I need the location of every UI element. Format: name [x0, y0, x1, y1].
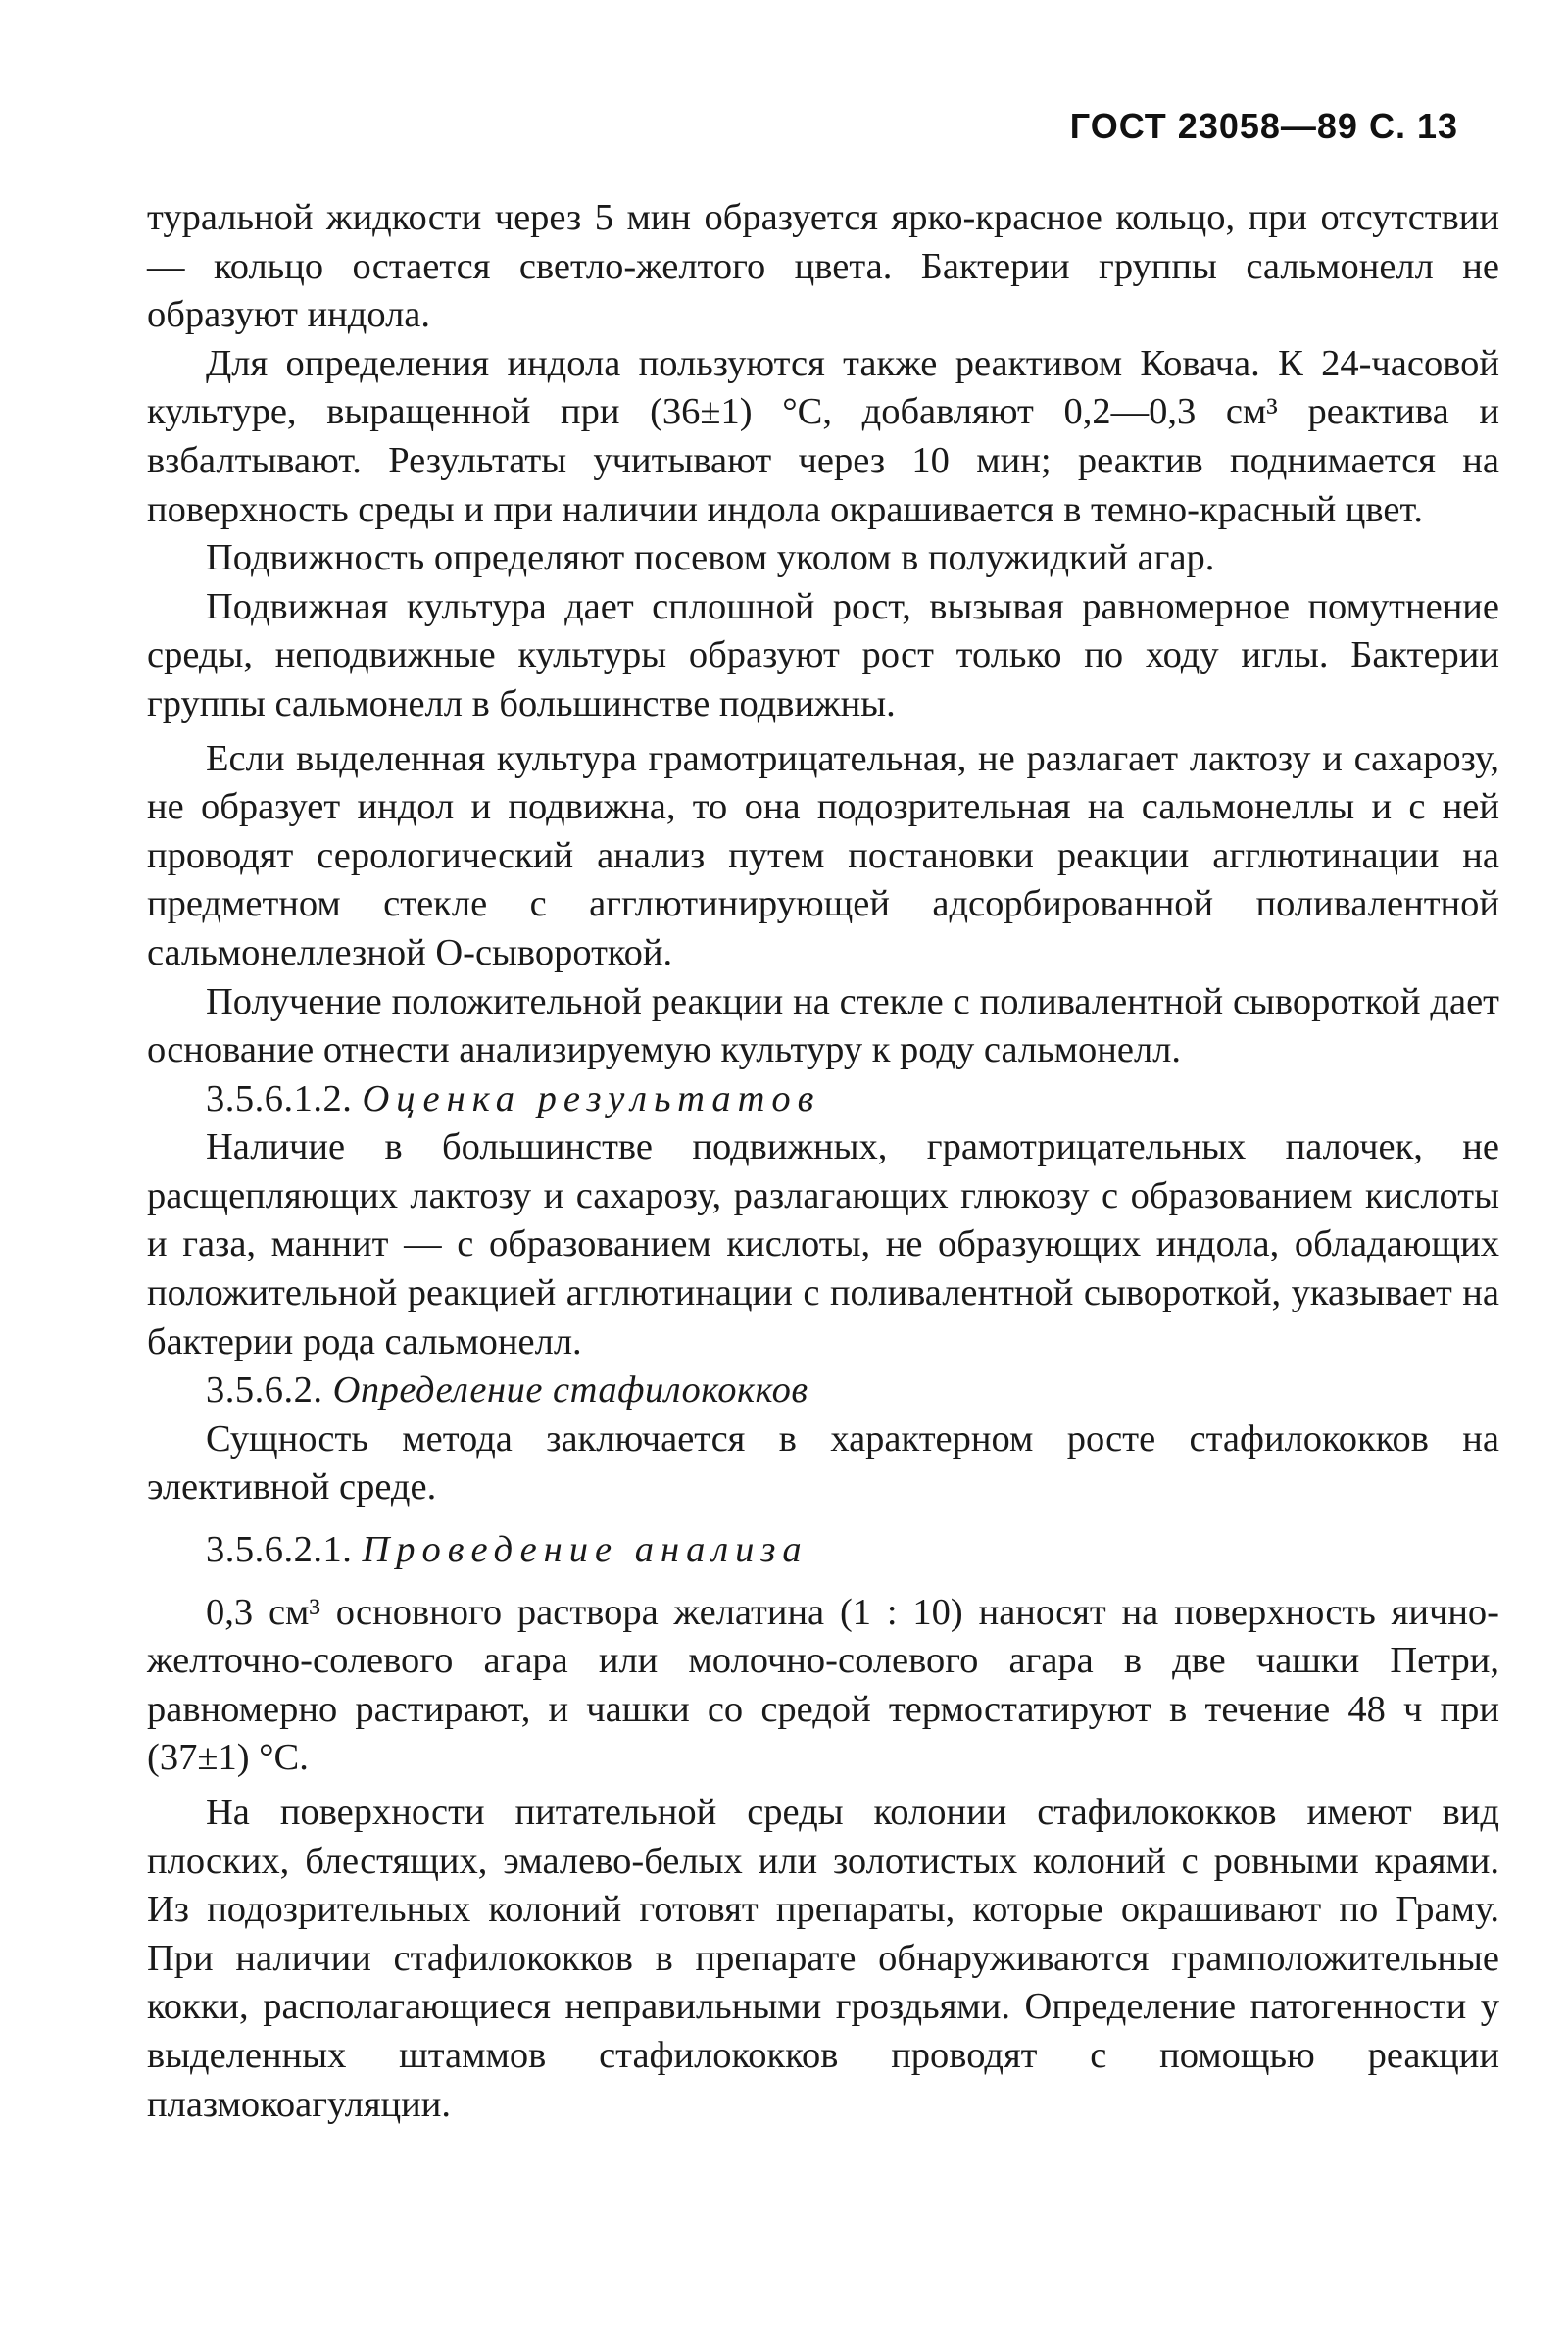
page-header: ГОСТ 23058—89 С. 13 — [1069, 106, 1458, 146]
section-number: 3.5.6.2. — [206, 1369, 323, 1411]
section-heading — [147, 1366, 1499, 1415]
section-heading — [147, 1075, 1499, 1124]
section-title: Определение стафилококков — [332, 1369, 808, 1411]
paragraph: Подвижность определяют посевом уколом в полужидкий агар. — [206, 537, 1215, 579]
paragraph: туральной жидкости через 5 мин образуется ярко-красное кольцо, при отсутствии — кольцо остается светло-желтого цвета. Бактерии группы сальмонелл не образуют индола. — [147, 197, 1499, 336]
paragraph: Получение положительной реакции на стекле с поливалентной сывороткой дает основание отнести анализируемую культуру к роду сальмонелл. — [147, 980, 1499, 1071]
section-heading — [147, 1526, 1499, 1575]
section-number: 3.5.6.1.2. — [206, 1077, 353, 1119]
document-body — [147, 194, 1499, 2129]
section-title: Проведение анализа — [362, 1529, 808, 1571]
paragraph: Если выделенная культура грамотрицательная, не разлагает лактозу и сахарозу, не образует индол и подвижна, то она подозрительная на сальмонеллы и с ней проводят серологический анализ путем постановки реакции агглютинации на предметном стекле с агглютинирующей адсорбированной поливалентной сальмонеллезной О-сывороткой. — [147, 737, 1499, 973]
paragraph: Наличие в большинстве подвижных, грамотрицательных палочек, не расщепляющих лактозу и сахарозу, разлагающих глюкозу с образованием кислоты и газа, маннит — с образованием кислоты, не образующих индола, обладающих положительной реакцией агглютинации с поливалентной сывороткой, указывает на бактерии рода сальмонелл. — [147, 1126, 1499, 1362]
section-number: 3.5.6.2.1. — [206, 1529, 353, 1571]
paragraph: Подвижная культура дает сплошной рост, вызывая равномерное помутнение среды, неподвижные культуры образуют рост только по ходу иглы. Бактерии группы сальмонелл в большинстве подвижны. — [147, 585, 1499, 724]
section-title: Оценка результатов — [362, 1077, 821, 1119]
paragraph: 0,3 см³ основного раствора желатина (1 : 10) наносят на поверхность яично-желточно-солевого агара или молочно-солевого агара в две чашки Петри, равномерно растирают, и чашки со средой термостатируют в течение 48 ч при (37±1) °С. — [147, 1591, 1499, 1779]
paragraph: Для определения индола пользуются также реактивом Ковача. К 24-часовой культуре, выращенной при (36±1) °С, добавляют 0,2—0,3 см³ реактива и взбалтывают. Результаты учитывают через 10 мин; реактив поднимается на поверхность среды и при наличии индола окрашивается в темно-красный цвет. — [147, 342, 1499, 530]
paragraph: На поверхности питательной среды колонии стафилококков имеют вид плоских, блестящих, эмалево-белых или золотистых колоний с ровными краями. Из подозрительных колоний готовят препараты, которые окрашивают по Граму. При наличии стафилококков в препарате обнаруживаются грамположительные кокки, располагающиеся неправильными гроздьями. Определение патогенности у выделенных штаммов стафилококков проводят с помощью реакции плазмокоагуляции. — [147, 1792, 1499, 2125]
paragraph: Сущность метода заключается в характерном росте стафилококков на элективной среде. — [147, 1417, 1499, 1509]
